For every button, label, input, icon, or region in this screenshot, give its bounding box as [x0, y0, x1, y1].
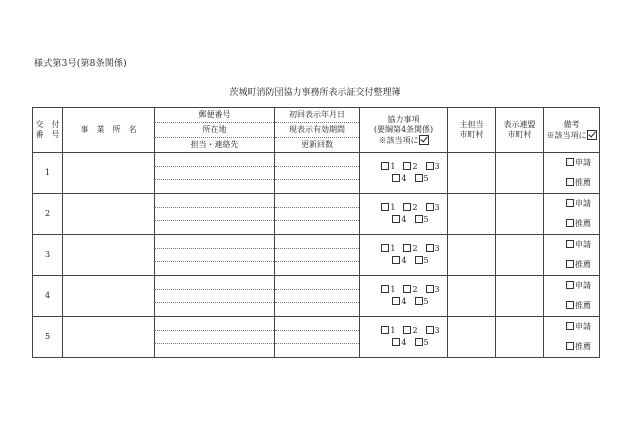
contact-field[interactable]	[155, 180, 274, 193]
checkbox-icon[interactable]	[415, 174, 423, 182]
remark-option-label: 推薦	[575, 342, 591, 351]
postal-code-field[interactable]	[155, 317, 274, 331]
issue-number-cell	[33, 153, 63, 194]
contact-header: 担当・連絡先	[190, 140, 239, 149]
checkbox-icon[interactable]	[566, 199, 574, 207]
cooperation-option-label: 1	[390, 285, 396, 294]
cooperation-options-line-1	[374, 161, 447, 173]
issue-number: 5	[44, 332, 51, 341]
checkbox-icon[interactable]	[392, 338, 400, 346]
issue-number-header-line-2: 番 号	[35, 130, 60, 139]
checkbox-icon[interactable]	[426, 203, 434, 211]
register-table	[32, 107, 600, 358]
main-municipality-cell[interactable]	[448, 235, 496, 276]
checkbox-icon[interactable]	[381, 162, 389, 170]
issue-number: 1	[44, 168, 51, 177]
cooperation-option-label: 5	[423, 297, 429, 306]
cooperation-header-line-2: (要綱第4条関係)	[373, 124, 434, 134]
date-cell	[275, 317, 360, 358]
cooperation-header	[360, 108, 448, 153]
remark-option-apply	[558, 317, 599, 337]
remark-option-label: 推薦	[575, 260, 591, 269]
address-header	[155, 108, 275, 153]
office-name-cell[interactable]	[63, 276, 155, 317]
remark-option-apply	[558, 194, 599, 214]
cooperation-options-line-1	[374, 284, 447, 296]
cooperation-option-label: 4	[401, 338, 407, 347]
location-field[interactable]	[155, 249, 274, 263]
remark-option-recommend	[558, 337, 599, 357]
cooperation-option-label: 2	[412, 203, 418, 212]
remark-option-label: 推薦	[575, 219, 591, 228]
joint-municipality-cell[interactable]	[496, 317, 544, 358]
checkbox-icon[interactable]	[415, 215, 423, 223]
issue-number-cell	[33, 317, 63, 358]
cooperation-option-label: 4	[401, 174, 407, 183]
renewal-count-field[interactable]	[275, 344, 359, 357]
date-header	[275, 108, 360, 153]
cooperation-options-line-2	[374, 173, 447, 185]
remark-option-apply	[558, 235, 599, 255]
contact-field[interactable]	[155, 344, 274, 357]
validity-period-field[interactable]	[275, 290, 359, 304]
cooperation-cell	[360, 276, 448, 317]
address-cell	[155, 235, 275, 276]
cooperation-option-label: 4	[401, 297, 407, 306]
cooperation-option-label: 2	[412, 244, 418, 253]
issue-number: 4	[44, 291, 51, 300]
remarks-cell	[544, 153, 600, 194]
validity-period-field[interactable]	[275, 167, 359, 181]
checkbox-icon[interactable]	[566, 219, 574, 227]
postal-code-field[interactable]	[155, 153, 274, 167]
form-number: 様式第3号(第8条関係)	[34, 59, 127, 69]
cooperation-option-label: 1	[390, 326, 396, 335]
checkbox-icon[interactable]	[566, 240, 574, 248]
cooperation-option-label: 3	[434, 326, 440, 335]
remark-option-label: 申請	[575, 240, 591, 249]
table-row	[33, 194, 600, 235]
checkbox-icon[interactable]	[381, 244, 389, 252]
checkbox-icon[interactable]	[415, 338, 423, 346]
postal-code-header: 郵便番号	[155, 108, 274, 123]
cooperation-option-label: 2	[412, 285, 418, 294]
joint-municipality-header-line-1: 表示連盟	[503, 120, 536, 129]
main-municipality-header-line-1: 主担当	[459, 120, 484, 129]
main-municipality-cell[interactable]	[448, 153, 496, 194]
joint-municipality-cell[interactable]	[496, 153, 544, 194]
checkbox-icon[interactable]	[566, 260, 574, 268]
main-municipality-header	[448, 108, 496, 153]
issue-number-cell	[33, 276, 63, 317]
renewal-count-field[interactable]	[275, 262, 359, 275]
address-cell	[155, 276, 275, 317]
remark-option-recommend	[558, 173, 599, 193]
address-cell	[155, 194, 275, 235]
cooperation-options-line-2	[374, 214, 447, 226]
checkbox-icon[interactable]	[566, 178, 574, 186]
first-display-date-field[interactable]	[275, 317, 359, 331]
remarks-header	[544, 108, 600, 153]
location-header: 所在地	[155, 123, 274, 138]
issue-number-cell	[33, 194, 63, 235]
checkbox-icon[interactable]	[415, 297, 423, 305]
cooperation-header-line-1: 協力事項	[387, 114, 420, 124]
joint-municipality-cell[interactable]	[496, 235, 544, 276]
cooperation-option-label: 4	[401, 256, 407, 265]
checkbox-icon[interactable]	[381, 326, 389, 334]
checkbox-icon[interactable]	[426, 326, 434, 334]
contact-field[interactable]	[155, 303, 274, 316]
location-field[interactable]	[155, 167, 274, 181]
remark-option-label: 申請	[575, 281, 591, 290]
remark-option-recommend	[558, 255, 599, 275]
checkbox-icon[interactable]	[415, 256, 423, 264]
cooperation-options-line-2	[374, 296, 447, 308]
cooperation-option-label: 2	[412, 162, 418, 171]
cooperation-option-label: 3	[434, 244, 440, 253]
date-cell	[275, 276, 360, 317]
checkbox-icon[interactable]	[566, 342, 574, 350]
joint-municipality-header-line-2: 市町村	[507, 130, 532, 139]
table-row	[33, 276, 600, 317]
office-name-cell[interactable]	[63, 235, 155, 276]
cooperation-option-label: 1	[390, 162, 396, 171]
header-row	[33, 108, 600, 153]
cooperation-header-line-3: ※該当項に	[378, 135, 419, 145]
checkbox-icon[interactable]	[426, 285, 434, 293]
remark-option-recommend	[558, 214, 599, 234]
checkbox-icon[interactable]	[392, 297, 400, 305]
address-cell	[155, 317, 275, 358]
cooperation-options-line-1	[374, 325, 447, 337]
cooperation-option-label: 1	[390, 244, 396, 253]
checkbox-icon[interactable]	[403, 285, 411, 293]
checkbox-icon[interactable]	[403, 244, 411, 252]
main-municipality-header-line-2: 市町村	[459, 130, 484, 139]
location-field[interactable]	[155, 208, 274, 222]
cooperation-cell	[360, 235, 448, 276]
cooperation-options-line-2	[374, 255, 447, 267]
renewal-count-header: 更新回数	[301, 140, 333, 149]
contact-field[interactable]	[155, 221, 274, 234]
cooperation-options-line-1	[374, 202, 447, 214]
joint-municipality-cell[interactable]	[496, 194, 544, 235]
checkbox-icon[interactable]	[392, 215, 400, 223]
remarks-cell	[544, 194, 600, 235]
date-cell	[275, 194, 360, 235]
remarks-header-line-1: 備考	[563, 119, 580, 129]
checkbox-icon[interactable]	[426, 162, 434, 170]
cooperation-option-label: 3	[434, 203, 440, 212]
cooperation-options-line-1	[374, 243, 447, 255]
checkbox-icon[interactable]	[403, 326, 411, 334]
first-display-date-header: 初回表示年月日	[275, 108, 359, 123]
contact-field[interactable]	[155, 262, 274, 275]
cooperation-option-label: 5	[423, 215, 429, 224]
cooperation-option-label: 3	[434, 285, 440, 294]
remark-option-label: 申請	[575, 199, 591, 208]
cooperation-option-label: 4	[401, 215, 407, 224]
checkbox-icon[interactable]	[426, 244, 434, 252]
office-name-header: 事 業 所 名	[63, 108, 155, 153]
checkbox-icon[interactable]	[392, 174, 400, 182]
register-title: 茨城町消防団協力事務所表示証交付整理簿	[229, 88, 401, 98]
renewal-count-field[interactable]	[275, 303, 359, 316]
validity-period-field[interactable]	[275, 208, 359, 222]
remark-option-label: 申請	[575, 158, 591, 167]
renewal-count-field[interactable]	[275, 180, 359, 193]
issue-number: 2	[44, 209, 51, 218]
joint-municipality-header	[496, 108, 544, 153]
postal-code-field[interactable]	[155, 276, 274, 290]
checkbox-icon[interactable]	[381, 203, 389, 211]
checkbox-icon[interactable]	[403, 162, 411, 170]
location-field[interactable]	[155, 290, 274, 304]
first-display-date-field[interactable]	[275, 235, 359, 249]
joint-municipality-cell[interactable]	[496, 276, 544, 317]
main-municipality-cell[interactable]	[448, 317, 496, 358]
issue-number-cell	[33, 235, 63, 276]
issue-number-header-line-1: 交 付	[35, 120, 60, 129]
checked-box-icon	[587, 130, 597, 140]
date-cell	[275, 153, 360, 194]
remark-option-apply	[558, 276, 599, 296]
checkbox-icon[interactable]	[403, 203, 411, 211]
address-cell	[155, 153, 275, 194]
office-name-cell[interactable]	[63, 153, 155, 194]
remark-option-recommend	[558, 296, 599, 316]
issue-number-header	[33, 108, 63, 153]
checkbox-icon[interactable]	[566, 301, 574, 309]
validity-period-field[interactable]	[275, 249, 359, 263]
location-field[interactable]	[155, 331, 274, 345]
validity-period-field[interactable]	[275, 331, 359, 345]
checkbox-icon[interactable]	[566, 281, 574, 289]
main-municipality-cell[interactable]	[448, 276, 496, 317]
remark-option-label: 推薦	[575, 301, 591, 310]
cooperation-option-label: 2	[412, 326, 418, 335]
cooperation-option-label: 5	[423, 174, 429, 183]
cooperation-cell	[360, 153, 448, 194]
checkbox-icon[interactable]	[566, 158, 574, 166]
checkbox-icon[interactable]	[566, 322, 574, 330]
checked-box-icon	[419, 135, 429, 145]
first-display-date-field[interactable]	[275, 194, 359, 208]
renewal-count-field[interactable]	[275, 221, 359, 234]
cooperation-cell	[360, 194, 448, 235]
remark-option-label: 申請	[575, 322, 591, 331]
remark-option-apply	[558, 153, 599, 173]
first-display-date-field[interactable]	[275, 153, 359, 167]
first-display-date-field[interactable]	[275, 276, 359, 290]
date-cell	[275, 235, 360, 276]
postal-code-field[interactable]	[155, 194, 274, 208]
postal-code-field[interactable]	[155, 235, 274, 249]
validity-period-header: 現表示有効期間	[275, 123, 359, 138]
cooperation-option-label: 3	[434, 162, 440, 171]
remarks-cell	[544, 276, 600, 317]
cooperation-cell	[360, 317, 448, 358]
office-name-cell[interactable]	[63, 317, 155, 358]
issue-number: 3	[44, 250, 51, 259]
cooperation-option-label: 5	[423, 338, 429, 347]
cooperation-options-line-2	[374, 337, 447, 349]
office-name-cell[interactable]	[63, 194, 155, 235]
table-row	[33, 235, 600, 276]
table-row	[33, 153, 600, 194]
remarks-header-line-2: ※該当項に	[546, 130, 587, 140]
checkbox-icon[interactable]	[392, 256, 400, 264]
cooperation-option-label: 1	[390, 203, 396, 212]
remarks-cell	[544, 235, 600, 276]
remarks-cell	[544, 317, 600, 358]
checkbox-icon[interactable]	[381, 285, 389, 293]
main-municipality-cell[interactable]	[448, 194, 496, 235]
remark-option-label: 推薦	[575, 178, 591, 187]
table-row	[33, 317, 600, 358]
cooperation-option-label: 5	[423, 256, 429, 265]
